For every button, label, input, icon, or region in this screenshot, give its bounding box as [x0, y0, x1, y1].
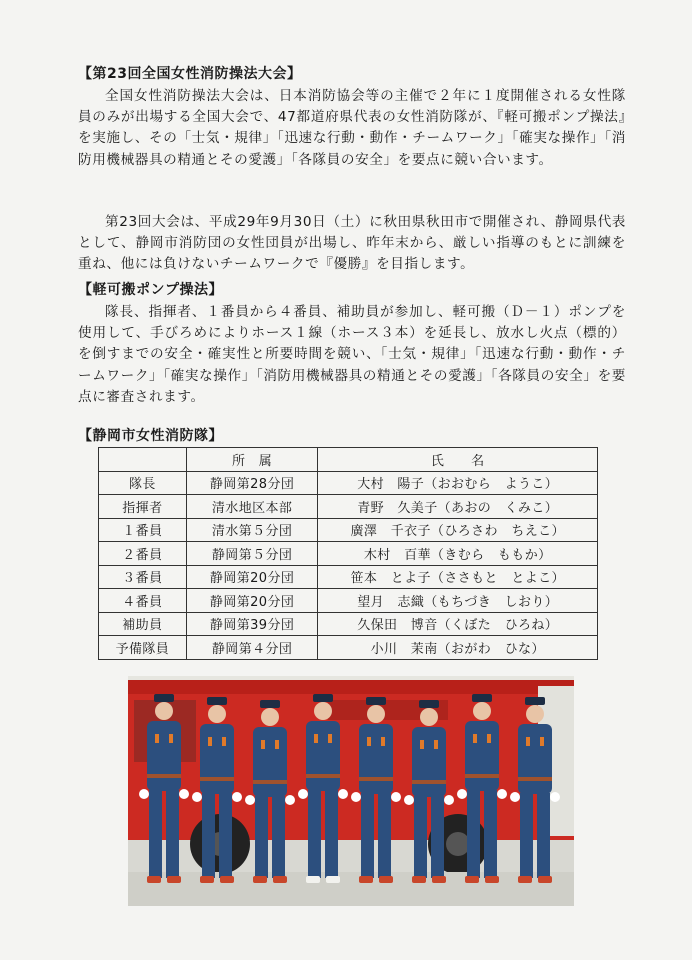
- member-belt: [200, 777, 234, 781]
- member-shoe: [273, 876, 287, 883]
- member-uniform-jacket: [200, 724, 234, 794]
- member-shoe: [220, 876, 234, 883]
- table-header-row: [99, 448, 598, 472]
- member-shoe: [432, 876, 446, 883]
- cell-role: ２番員: [99, 542, 187, 566]
- member-badge: [367, 737, 371, 746]
- member-glove: [232, 792, 242, 802]
- table-row: [99, 495, 598, 519]
- member-face: [420, 708, 438, 726]
- cell-name: 木村 百華（きむら ももか）: [318, 542, 598, 566]
- member-glove: [444, 795, 454, 805]
- cell-name: 望月 志織（もちづき しおり）: [318, 589, 598, 613]
- team-photo: [128, 676, 574, 906]
- member-leg: [272, 796, 285, 878]
- member-glove: [497, 789, 507, 799]
- fire-truck-roof: [128, 680, 574, 694]
- cell-role: ３番員: [99, 565, 187, 589]
- cell-unit: 静岡第20分団: [186, 565, 318, 589]
- member-cap: [525, 697, 545, 705]
- member-leg: [431, 796, 444, 878]
- table-row: [99, 565, 598, 589]
- member-belt: [253, 780, 287, 784]
- member-leg: [202, 793, 215, 878]
- cell-unit: 静岡第28分団: [186, 471, 318, 495]
- member-glove: [298, 789, 308, 799]
- member-leg: [255, 796, 268, 878]
- paragraph-pump-drill: 隊長、指揮者、１番員から４番員、補助員が参加し、軽可搬（Ｄ－１）ポンプを使用して、手びろめによりホース１線（ホース３本）を延長し、放水し火点（標的）を倒すまでの安全・確実性と所要時間を競い、「士気・規律」「迅速な行動・動作・チームワーク」「確実な操作」「消防用機械器具の精通とその愛護」「各隊員の安全」を要点に審査されます。: [78, 304, 626, 405]
- member-uniform-jacket: [465, 721, 499, 791]
- member-cap: [207, 697, 227, 705]
- member-badge: [208, 737, 212, 746]
- member-shoe: [167, 876, 181, 883]
- member-badge: [434, 740, 438, 749]
- member-uniform-jacket: [412, 727, 446, 797]
- member-glove: [404, 795, 414, 805]
- cell-role: ４番員: [99, 589, 187, 613]
- cell-name: 青野 久美子（あおの くみこ）: [318, 495, 598, 519]
- member-face: [526, 705, 544, 723]
- cell-unit: 静岡第39分団: [186, 612, 318, 636]
- member-leg: [308, 790, 321, 878]
- header-unit: 所 属: [186, 448, 318, 472]
- member-face: [208, 705, 226, 723]
- member-shoe: [253, 876, 267, 883]
- member-leg: [361, 793, 374, 878]
- member-glove: [285, 795, 295, 805]
- member-leg: [414, 796, 427, 878]
- member-glove: [139, 789, 149, 799]
- member-shoe: [326, 876, 340, 883]
- member-badge: [473, 734, 477, 743]
- cell-name: 笹本 とよ子（ささもと とよこ）: [318, 565, 598, 589]
- member-shoe: [359, 876, 373, 883]
- member-belt: [412, 780, 446, 784]
- section-heading-competition: 【第23回全国女性消防操法大会】: [78, 66, 302, 82]
- member-badge: [222, 737, 226, 746]
- member-glove: [192, 792, 202, 802]
- cell-role: １番員: [99, 518, 187, 542]
- table-row: [99, 471, 598, 495]
- member-shoe: [465, 876, 479, 883]
- member-cap: [366, 697, 386, 705]
- member-shoe: [538, 876, 552, 883]
- header-role: [99, 448, 187, 472]
- member-uniform-jacket: [253, 727, 287, 797]
- cell-name: 小川 茉南（おがわ ひな）: [318, 636, 598, 660]
- garage-floor: [128, 872, 574, 906]
- member-uniform-jacket: [359, 724, 393, 794]
- member-leg: [149, 790, 162, 878]
- member-cap: [260, 700, 280, 708]
- cell-unit: 静岡第４分団: [186, 636, 318, 660]
- member-face: [261, 708, 279, 726]
- member-shoe: [518, 876, 532, 883]
- member-cap: [472, 694, 492, 702]
- member-leg: [537, 793, 550, 878]
- member-shoe: [147, 876, 161, 883]
- table-row: [99, 612, 598, 636]
- member-glove: [338, 789, 348, 799]
- member-glove: [550, 792, 560, 802]
- member-badge: [155, 734, 159, 743]
- member-badge: [540, 737, 544, 746]
- member-badge: [314, 734, 318, 743]
- header-name: 氏 名: [318, 448, 598, 472]
- paragraph-competition-overview: 全国女性消防操法大会は、日本消防協会等の主催で２年に１度開催される女性隊員のみが出場する全国大会で、47都道府県代表の女性消防隊が、『軽可搬ポンプ操法』を実施し、その「士気・規律」「迅速な行動・動作・チームワーク」「確実な操作」「消防用機械器具の精通とその愛護」「各隊員の安全」を要点に競い合います。: [78, 88, 626, 168]
- member-uniform-jacket: [518, 724, 552, 794]
- member-face: [314, 702, 332, 720]
- cell-role: 補助員: [99, 612, 187, 636]
- member-leg: [219, 793, 232, 878]
- member-glove: [510, 792, 520, 802]
- paragraph-23rd-event: 第23回大会は、平成29年9月30日（土）に秋田県秋田市で開催され、静岡県代表として、静岡市消防団の女性団員が出場し、昨年末から、厳しい指導のもとに訓練を重ね、他には負けないチームワークで『優勝』を目指します。: [78, 214, 626, 273]
- member-uniform-jacket: [306, 721, 340, 791]
- member-shoe: [200, 876, 214, 883]
- member-leg: [484, 790, 497, 878]
- member-badge: [275, 740, 279, 749]
- member-glove: [179, 789, 189, 799]
- member-glove: [245, 795, 255, 805]
- member-badge: [487, 734, 491, 743]
- cell-unit: 静岡第５分団: [186, 542, 318, 566]
- section-heading-pump-drill: 【軽可搬ポンプ操法】: [78, 282, 223, 298]
- cell-name: 廣澤 千衣子（ひろさわ ちえこ）: [318, 518, 598, 542]
- member-badge: [420, 740, 424, 749]
- member-face: [473, 702, 491, 720]
- member-shoe: [306, 876, 320, 883]
- member-shoe: [485, 876, 499, 883]
- member-shoe: [412, 876, 426, 883]
- member-leg: [520, 793, 533, 878]
- table-row: [99, 589, 598, 613]
- member-belt: [359, 777, 393, 781]
- member-belt: [465, 774, 499, 778]
- member-leg: [325, 790, 338, 878]
- cell-role: 隊長: [99, 471, 187, 495]
- fire-truck-hub: [446, 832, 470, 856]
- cell-role: 予備隊員: [99, 636, 187, 660]
- cell-role: 指揮者: [99, 495, 187, 519]
- member-glove: [457, 789, 467, 799]
- member-leg: [166, 790, 179, 878]
- member-badge: [328, 734, 332, 743]
- table-row: [99, 636, 598, 660]
- member-badge: [261, 740, 265, 749]
- member-belt: [306, 774, 340, 778]
- member-shoe: [379, 876, 393, 883]
- cell-unit: 静岡第20分団: [186, 589, 318, 613]
- member-belt: [147, 774, 181, 778]
- cell-name: 大村 陽子（おおむら ようこ）: [318, 471, 598, 495]
- member-glove: [391, 792, 401, 802]
- member-cap: [313, 694, 333, 702]
- member-badge: [169, 734, 173, 743]
- member-cap: [154, 694, 174, 702]
- member-badge: [381, 737, 385, 746]
- cell-unit: 清水第５分団: [186, 518, 318, 542]
- member-belt: [518, 777, 552, 781]
- member-face: [367, 705, 385, 723]
- member-badge: [526, 737, 530, 746]
- section-heading-team: 【静岡市女性消防隊】: [78, 428, 223, 444]
- table-row: [99, 542, 598, 566]
- member-leg: [467, 790, 480, 878]
- cell-unit: 清水地区本部: [186, 495, 318, 519]
- team-photo-illustration: [128, 676, 574, 906]
- team-roster-table: [98, 447, 598, 660]
- cell-name: 久保田 博音（くぼた ひろね）: [318, 612, 598, 636]
- member-face: [155, 702, 173, 720]
- member-uniform-jacket: [147, 721, 181, 791]
- table-row: [99, 518, 598, 542]
- member-leg: [378, 793, 391, 878]
- member-glove: [351, 792, 361, 802]
- member-cap: [419, 700, 439, 708]
